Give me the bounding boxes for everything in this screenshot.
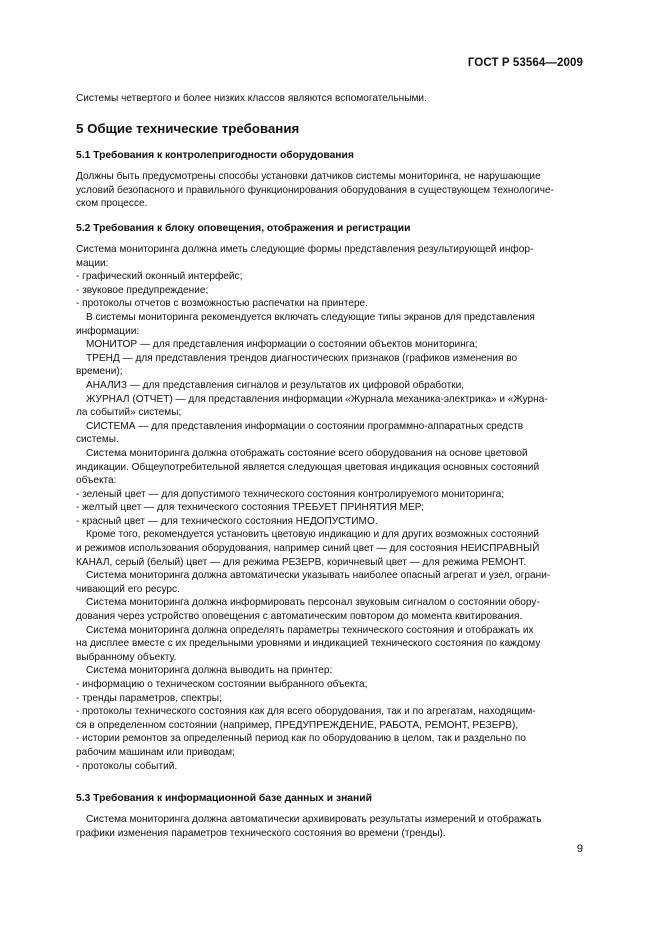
section-5-1-heading: 5.1 Требования к контролепригодности оборудования — [76, 150, 354, 161]
section-5-3-heading-block — [76, 792, 583, 806]
text-line: чивающий его ресурс. — [76, 583, 180, 595]
list-item: - красный цвет — для технического состояния НЕДОПУСТИМО. — [76, 515, 378, 527]
text-line: Кроме того, рекомендуется установить цветовую индикацию и для других возможных состояний — [86, 529, 540, 541]
text-line: Система мониторинга должна автоматически архивировать результаты измерений и отображать — [86, 814, 542, 825]
text-line: СИСТЕМА — для представления информации о состоянии программно-аппаратных средств — [86, 420, 524, 432]
section-5-2-heading-block — [76, 222, 583, 236]
text-line: рабочим машинам или приводам; — [76, 746, 235, 758]
text-line: условий безопасного и правильного функционирования оборудования в существующем технологиче- — [76, 184, 555, 196]
text-line: ском процессе. — [76, 198, 148, 210]
text-line: Система мониторинга должна автоматически указывать наиболее опасный агрегат и узел, ограни- — [86, 570, 551, 582]
section-5-heading: 5 Общие технические требования — [76, 121, 300, 136]
section-5-3-heading: 5.3 Требования к информационной базе данных и знаний — [76, 793, 372, 804]
text-line: ТРЕНД — для представления трендов диагностических признаков (графиков изменения во — [86, 352, 518, 364]
section-5-3-paragraph — [76, 813, 583, 840]
text-line: Должны быть предусмотрены способы установки датчиков системы мониторинга, не нарушающие — [76, 171, 541, 182]
text-line: АНАЛИЗ — для представления сигналов и результатов их цифровой обработки, — [86, 379, 465, 391]
section-5-1-paragraph — [76, 170, 583, 211]
list-item: - информацию о техническом состоянии выбранного объекта; — [76, 679, 368, 690]
text-line: ЖУРНАЛ (ОТЧЕТ) — для представления информации «Журнала механика-электрика» и «Журна- — [86, 393, 548, 405]
text-line: на дисплее вместе с их предельными уровнями и индикацией технического состояния по каждому — [76, 638, 541, 650]
text-line: Системы четвертого и более низких классов являются вспомогательными. — [76, 93, 427, 104]
section-5-1-heading-block — [76, 149, 583, 163]
list-item: - желтый цвет — для технического состояния ТРЕБУЕТ ПРИНЯТИЯ МЕР; — [76, 502, 425, 514]
text-line: информации: — [76, 325, 140, 337]
list-item: - тренды параметров, спектры; — [76, 692, 222, 704]
text-line: Система мониторинга должна иметь следующие формы представления результирующей инфор- — [76, 244, 534, 255]
text-line: графики изменения параметров технического состояния во времени (тренды). — [76, 827, 446, 839]
section-5-heading-block — [76, 122, 583, 136]
text-line: системы. — [76, 434, 119, 446]
list-item: - протоколы отчетов с возможностью распечатки на принтере. — [76, 298, 368, 310]
text-line: мации: — [76, 257, 109, 269]
list-item: - звуковое предупреждение; — [76, 284, 209, 296]
page-number: 9 — [576, 843, 583, 855]
text-line: ся в определенном состоянии (например, ПРЕДУПРЕЖДЕНИЕ, РАБОТА, РЕМОНТ, РЕЗЕРВ), — [76, 719, 519, 731]
section-5-2-heading: 5.2 Требования к блоку оповещения, отображения и регистрации — [76, 223, 411, 234]
text-line: и режимов использования оборудования, например синий цвет — для состояния НЕИСПРАВНЫЙ — [76, 543, 540, 555]
list-item: - зеленый цвет — для допустимого технического состояния контролируемого мониторинга; — [76, 488, 504, 500]
text-line: выбранному объекту. — [76, 651, 177, 663]
section-5-2-body — [76, 243, 583, 773]
text-line: Система мониторинга должна информировать персонал звуковым сигналом о состоянии обору- — [86, 597, 540, 609]
text-line: Система мониторинга должна определять параметры технического состояния и отображать их — [86, 624, 534, 636]
text-line: Система мониторинга должна выводить на принтер: — [86, 665, 333, 677]
text-line: МОНИТОР — для представления информации о состоянии объектов мониторинга; — [86, 339, 478, 351]
text-line: В системы мониторинга рекомендуется включать следующие типы экранов для представления — [86, 311, 535, 323]
text-line: Система мониторинга должна отображать состояние всего оборудования на основе цветовой — [86, 447, 528, 459]
text-line: времени); — [76, 366, 123, 378]
text-line: объекта: — [76, 475, 117, 487]
standard-designation: ГОСТ Р 53564—2009 — [467, 57, 583, 69]
list-item: - протоколы технического состояния как для всего оборудования, так и по агрегатам, находящим- — [76, 706, 536, 718]
intro-paragraph — [76, 92, 583, 106]
list-item: - истории ремонтов за определенный период как по оборудованию в целом, так и раздельно по — [76, 733, 526, 745]
list-item: - графический оконный интерфейс; — [76, 271, 243, 283]
text-line: индикации. Общеупотребительной является следующая цветовая индикация основных состояний — [76, 461, 540, 473]
list-item: - протоколы событий. — [76, 760, 178, 772]
text-line: дования через устройство оповещения с автоматическим повтором до момента квитирования. — [76, 611, 523, 623]
text-line: ла событий» системы; — [76, 407, 182, 419]
text-line: КАНАЛ, серый (белый) цвет — для режима РЕЗЕРВ, коричневый цвет — для режима РЕМОНТ. — [76, 556, 527, 568]
